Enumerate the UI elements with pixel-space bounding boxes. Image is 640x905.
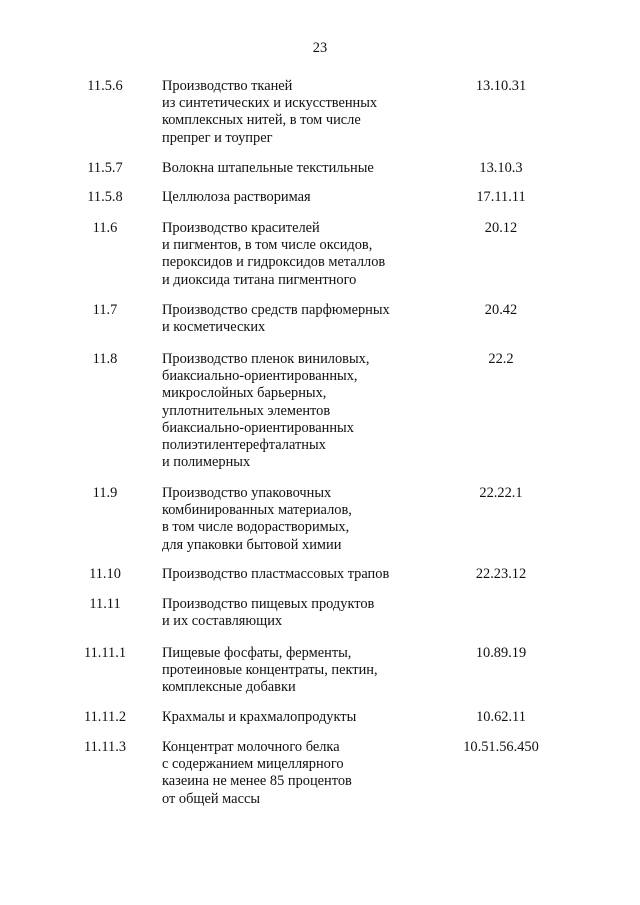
row-okpd-code: 17.11.11 <box>476 189 526 205</box>
row-code: 11.11.2 <box>83 709 127 725</box>
row-name: Целлюлоза растворимая <box>162 189 311 205</box>
row-okpd-code: 13.10.31 <box>475 78 527 94</box>
row-okpd-code: 10.89.19 <box>475 645 527 661</box>
table-row <box>0 160 566 177</box>
row-name: Производство пищевых продуктов и их составляющих <box>162 596 375 630</box>
row-code: 11.5.6 <box>87 78 123 94</box>
table-row <box>0 189 566 206</box>
row-okpd-code: 22.23.12 <box>475 566 527 582</box>
row-name: Концентрат молочного белка с содержанием мицеллярного казеина не менее 85 процентов от общей массы <box>162 739 352 807</box>
row-name: Производство упаковочных комбинированных материалов, в том числе водорастворимых, для упаковки бытовой химии <box>162 485 352 553</box>
table-row <box>0 566 566 583</box>
row-okpd-code: 13.10.3 <box>479 160 523 176</box>
row-code: 11.8 <box>92 351 118 367</box>
row-code: 11.9 <box>92 485 118 501</box>
table-row <box>0 220 566 289</box>
row-name: Производство пленок виниловых, биаксиально-ориентированных, микрослойных барьерных, уплотнительных элементов биаксиально-ориентированных полиэтилентерефталатных и полимерных <box>162 351 370 471</box>
row-okpd-code: 20.12 <box>484 220 518 236</box>
row-code: 11.11.1 <box>83 645 127 661</box>
row-code: 11.11 <box>89 596 121 612</box>
table-row <box>0 302 566 336</box>
row-code: 11.11.3 <box>83 739 127 755</box>
row-okpd-code: 10.62.11 <box>476 709 526 725</box>
row-okpd-code: 22.22.1 <box>479 485 523 501</box>
row-code: 11.6 <box>92 220 118 236</box>
row-name: Производство пластмассовых трапов <box>162 566 390 582</box>
table-row <box>0 739 566 808</box>
table-row <box>0 709 566 726</box>
page-number: 23 <box>312 40 328 56</box>
table-row <box>0 78 566 147</box>
row-code: 11.5.7 <box>87 160 123 176</box>
row-name: Производство средств парфюмерных и косметических <box>162 302 390 336</box>
row-okpd-code: 20.42 <box>484 302 518 318</box>
row-code: 11.10 <box>89 566 121 582</box>
table-row <box>0 351 566 471</box>
row-okpd-code: 22.2 <box>488 351 514 367</box>
row-code: 11.7 <box>92 302 118 318</box>
row-code: 11.5.8 <box>87 189 123 205</box>
row-name: Производство красителей и пигментов, в том числе оксидов, пероксидов и гидроксидов металлов и диоксида титана пигментного <box>162 220 386 288</box>
table-row <box>0 485 566 554</box>
row-name: Волокна штапельные текстильные <box>162 160 374 176</box>
row-okpd-code: 10.51.56.450 <box>463 739 539 755</box>
row-name: Пищевые фосфаты, ферменты, протеиновые концентраты, пектин, комплексные добавки <box>162 645 378 696</box>
table-row <box>0 645 566 697</box>
table-row <box>0 596 566 630</box>
row-name: Производство тканей из синтетических и искусственных комплексных нитей, в том числе препрег и тоупрег <box>162 78 378 146</box>
row-name: Крахмалы и крахмалопродукты <box>162 709 357 725</box>
